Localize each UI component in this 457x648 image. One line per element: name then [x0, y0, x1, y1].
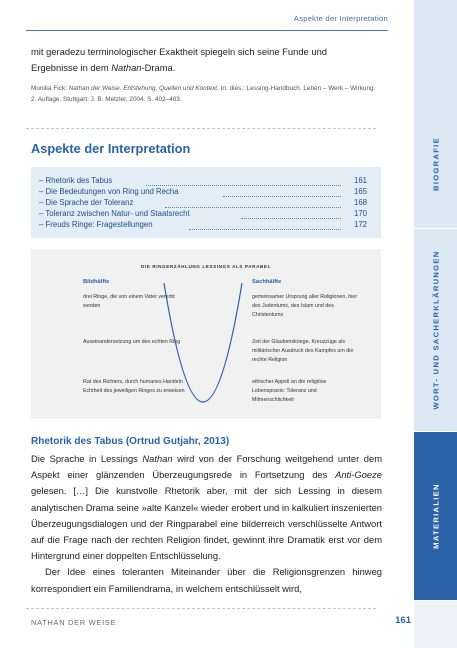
tab-label: MATERIALIEN	[431, 483, 440, 549]
text-run: wird von der Forschung weitgehend unter dem Aspekt einer glänzenden Überzeugungsrede in Fortsetzung des	[31, 453, 382, 481]
bild-item: drei Ringe, die von einem Vater vererbt werden	[83, 294, 175, 309]
source-title: Nathan der Weise. Entstehung, Quellen und Kontext.	[68, 85, 219, 92]
toc-item-page: 172	[353, 220, 367, 229]
intro-text-end: -Drama.	[141, 62, 176, 73]
running-header	[0, 0, 414, 37]
tab-label: BIOGRAFIE	[431, 137, 440, 192]
intro-text: Ergebnisse in dem	[31, 62, 112, 73]
intro-line-1: mit geradezu terminologischer Exaktheit spiegeln sich seine Funde und	[31, 46, 327, 57]
subsection-heading: Rhetorik des Tabus (Ortrud Gutjahr, 2013)	[31, 436, 230, 447]
diagram-title: DIE RINGERZÄHLUNG LESSINGS ALS PARABEL	[141, 264, 271, 269]
toc-leader	[241, 218, 341, 219]
toc-item-page: 161	[353, 176, 367, 185]
text-run: gelesen. […] Die kunstvolle Rhetorik aber, mit der sich Lessing in diesem analytischen Drama seine »alte Kanzel« wieder erobert und in kalkuliert inszenierten Überzeugungsdialogen und der Ringparabel eine bilderreich verschlüsselte Antwort auf die Frage nach der rechten Religion findet, gewinnt ihre Dramatik erst vor dem Hintergrund einer doppelten Entschlüsselung.	[31, 485, 382, 562]
divider	[26, 128, 376, 129]
sach-item: Zeit der Glaubenskriege, Kreuzzüge als militärischer Ausdruck des Kampfes um die rechte Religion	[252, 339, 354, 363]
bild-item: Rat des Richters, durch humanes Handeln Echtheit des jeweiligen Ringes zu erweisen	[83, 379, 185, 394]
header-rule	[26, 30, 388, 31]
tab-biografie[interactable]	[414, 0, 457, 229]
footer-book-title: NATHAN DER WEISE	[31, 618, 117, 627]
source-citation	[31, 83, 381, 105]
toc-leader	[223, 196, 341, 197]
body-text	[31, 451, 382, 597]
toc-leader	[165, 207, 341, 208]
emphasis: Anti-Goeze	[335, 469, 382, 481]
paragraph	[31, 451, 382, 564]
intro-emphasis: Nathan	[111, 62, 142, 73]
toc-item-page: 165	[353, 187, 367, 196]
parable-diagram	[31, 249, 381, 419]
running-title: Aspekte der Interpretation	[293, 14, 388, 23]
toc-item-page: 170	[353, 209, 367, 218]
text-run: Die Sprache in Lessings	[31, 453, 143, 464]
sidebar	[414, 0, 457, 648]
paragraph: Der Idee eines toleranten Miteinander über die Religionsgrenzen hinweg korrespondiert ein Familiendrama, in welchem entschlüsselt wird,	[31, 566, 382, 594]
toc-item-label: – Rhetorik des Tabus	[39, 176, 113, 185]
source-author: Monika Fick:	[31, 85, 69, 92]
toc-leader	[189, 229, 341, 230]
toc-item-label: – Die Bedeutungen von Ring und Recha	[39, 187, 179, 196]
toc-item-page: 168	[353, 198, 367, 207]
tab-label: WORT- UND SACHERKLÄRUNGEN	[431, 250, 440, 410]
emphasis: Nathan	[142, 453, 173, 464]
sach-item: ethischer Appell an die religiöse Lebenspraxis: Toleranz und Mitmenschlichkeit	[252, 379, 327, 403]
tab-wort-und-sacherklaerungen[interactable]	[414, 229, 457, 432]
toc-item-label: – Freuds Ringe: Fragestellungen	[39, 220, 153, 229]
footer-divider	[26, 608, 376, 609]
source-details: In: dies.: Lessing-Handbuch. Leben – Werk – Wirkung. 2. Auflage. Stuttgart: J. B. Metzler, 2004. S. 402–403.	[31, 85, 376, 103]
toc-item-label: – Toleranz zwischen Natur- und Staatsrecht	[39, 209, 190, 218]
page-number: 161	[395, 615, 411, 626]
intro-line-2	[31, 60, 382, 76]
toc-box	[31, 167, 381, 238]
bild-item: Auseinandersetzung um den echten Ring	[83, 339, 181, 345]
left-heading: Bildhälfte	[83, 279, 110, 285]
toc-item[interactable]	[31, 220, 381, 232]
toc-item-label: – Die Sprache der Toleranz	[39, 198, 134, 207]
right-heading: Sachhälfte	[252, 279, 282, 285]
toc-leader	[146, 185, 341, 186]
tab-materialien[interactable]	[414, 432, 457, 601]
sach-item: gemeinsamer Ursprung aller Religionen, hier des Judentums, des Islam und des Christentums	[252, 294, 358, 318]
section-title: Aspekte der Interpretation	[31, 141, 191, 156]
